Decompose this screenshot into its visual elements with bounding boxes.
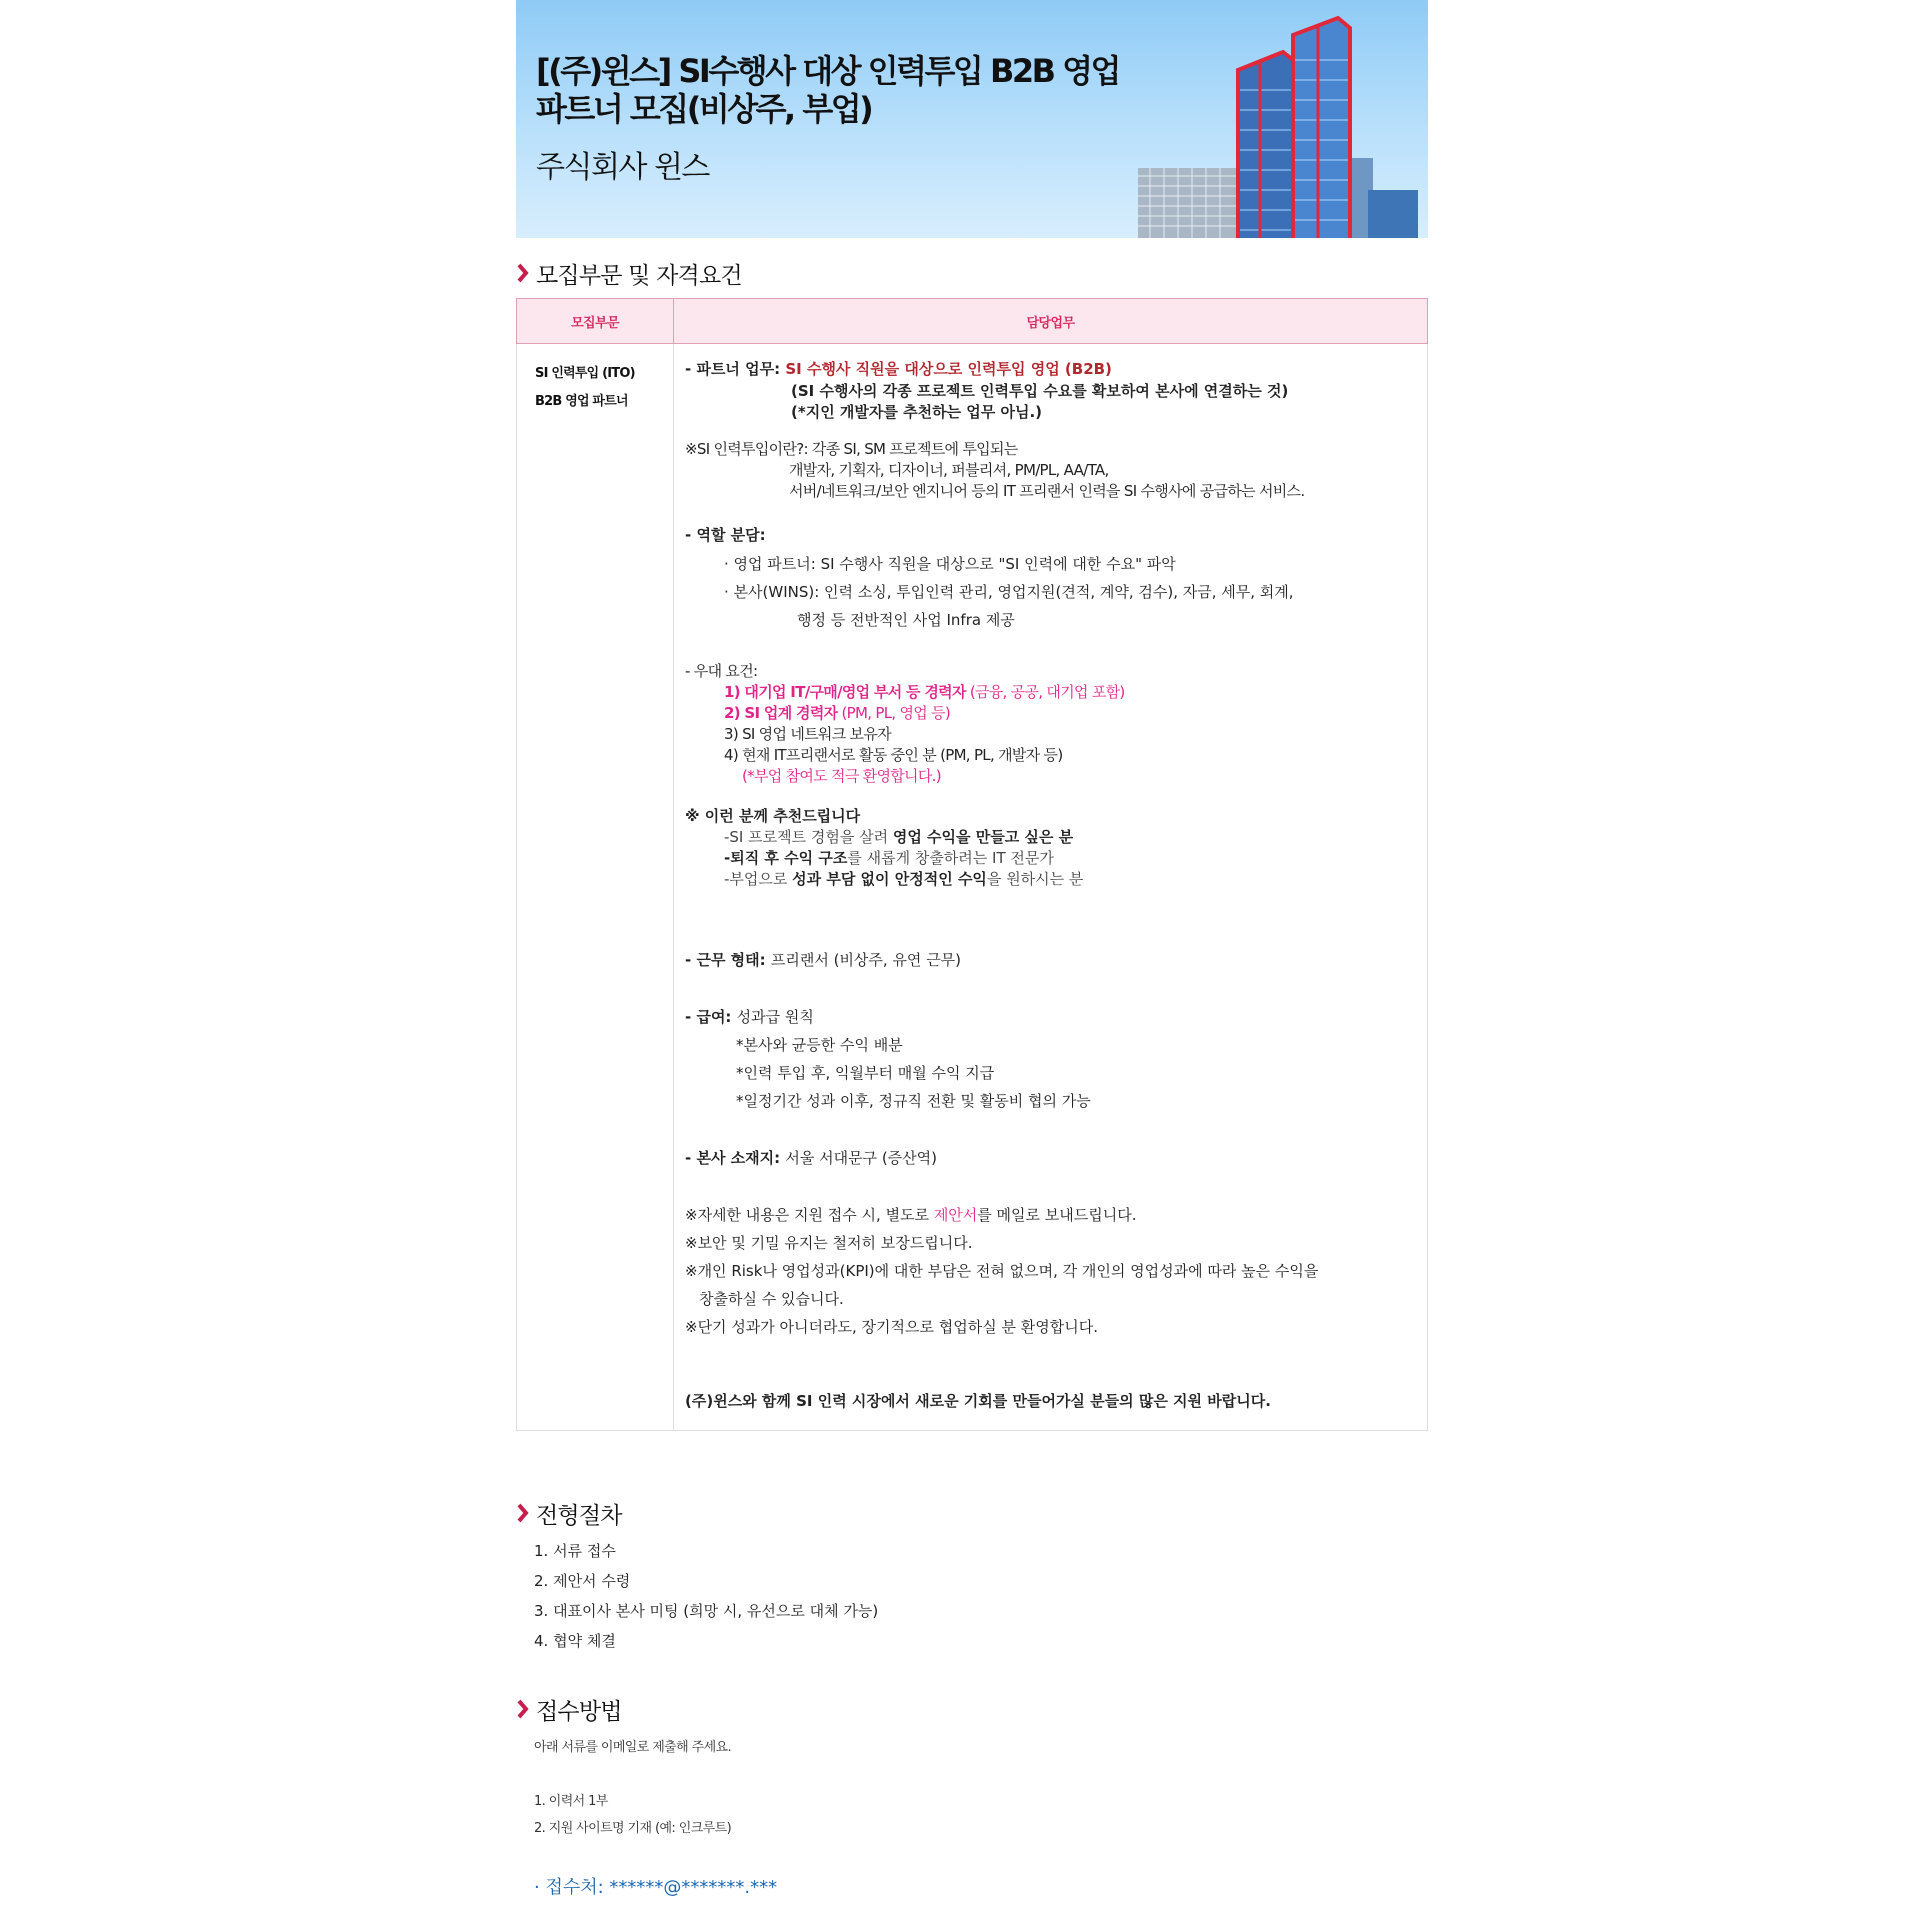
recommend-item3: -부업으로 성과 부담 없이 안정적인 수익을 원하시는 분 — [724, 870, 1084, 888]
header-dept: 모집부문 — [517, 299, 674, 344]
pref-item1: 1) 대기업 IT/구매/영업 부서 등 경력자 (금융, 공공, 대기업 포함) — [724, 683, 1125, 701]
salary-item1: *본사와 균등한 수익 배분 — [736, 1036, 903, 1054]
partner-duty-line2: (SI 수행사의 각종 프로젝트 인력투입 수요를 확보하여 본사에 연결하는 것) — [791, 382, 1289, 400]
application-doc2: 2. 지원 사이트명 기재 (예: 인크루트) — [534, 1821, 732, 1836]
section-title-requirements: 모집부문 및 자격요건 — [516, 258, 742, 288]
requirements-table — [516, 298, 1428, 1431]
chevron-right-icon — [516, 262, 530, 284]
pref-item2: 2) SI 업계 경력자 (PM, PL, 영업 등) — [724, 704, 951, 722]
partner-duty-line: - 파트너 업무: SI 수행사 직원을 대상으로 인력투입 영업 (B2B) — [685, 360, 1112, 378]
pref-title: - 우대 요건: — [685, 662, 758, 680]
process-step: 4. 협약 체결 — [534, 1632, 616, 1650]
salary-item2: *인력 투입 후, 익월부터 매월 수익 지급 — [736, 1064, 995, 1082]
note-line2: ※보안 및 기밀 유지는 철저히 보장드립니다. — [685, 1234, 973, 1252]
role-line1: · 영업 파트너: SI 수행사 직원을 대상으로 "SI 인력에 대한 수요" 파악 — [724, 555, 1176, 573]
section-title-application: 접수방법 — [516, 1694, 622, 1724]
role-title: - 역할 분담: — [685, 526, 766, 544]
role-line3: 행정 등 전반적인 사업 Infra 제공 — [797, 611, 1015, 629]
note-line3b: 창출하실 수 있습니다. — [699, 1290, 844, 1308]
dept-line1: SI 인력투입 (ITO) — [535, 366, 635, 381]
process-step: 1. 서류 접수 — [534, 1542, 616, 1560]
application-intro: 아래 서류를 이메일로 제출해 주세요. — [534, 1740, 732, 1755]
dept-line2: B2B 영업 파트너 — [535, 394, 628, 409]
salary-item3: *일정기간 성과 이후, 정규직 전환 및 활동비 협의 가능 — [736, 1092, 1091, 1110]
contact-email-link[interactable]: · 접수처: ******@*******.*** — [534, 1877, 778, 1898]
recommend-title: ※ 이런 분께 추천드립니다 — [685, 807, 861, 825]
page-content — [516, 0, 1428, 1898]
process-step: 3. 대표이사 본사 미팅 (희망 시, 유선으로 대체 가능) — [534, 1602, 879, 1620]
note-line1: ※자세한 내용은 지원 접수 시, 별도로 제안서를 메일로 보내드립니다. — [685, 1206, 1137, 1224]
pref-note: (*부업 참여도 적극 환영합니다.) — [742, 767, 941, 785]
skyscraper-illustration — [1088, 0, 1428, 238]
chevron-right-icon — [516, 1502, 530, 1524]
dept-cell — [517, 344, 674, 1431]
chevron-right-icon — [516, 1698, 530, 1720]
salary-line: - 급여: 성과급 원칙 — [685, 1008, 814, 1026]
partner-duty-line3: (*지인 개발자를 추천하는 업무 아님.) — [791, 403, 1043, 421]
table-row — [517, 344, 1428, 1431]
si-definition-line2: 개발자, 기획자, 디자이너, 퍼블리셔, PM/PL, AA/TA, — [789, 461, 1109, 479]
pref-item4: 4) 현재 IT프리랜서로 활동 중인 분 (PM, PL, 개발자 등) — [724, 746, 1063, 764]
role-line2: · 본사(WINS): 인력 소싱, 투입인력 관리, 영업지원(견적, 계약, 검수), 자금, 세무, 회계, — [724, 583, 1294, 601]
banner-title-line2: 파트너 모집(비상주, 부업) — [536, 90, 872, 128]
duty-cell — [674, 344, 1428, 1431]
recommend-item1: -SI 프로젝트 경험을 살려 영업 수익을 만들고 싶은 분 — [724, 828, 1074, 846]
banner-title-line1: [(주)윈스] SI수행사 대상 인력투입 B2B 영업 — [536, 52, 1119, 90]
application-doc1: 1. 이력서 1부 — [534, 1794, 608, 1809]
pref-item3: 3) SI 영업 네트워크 보유자 — [724, 725, 891, 743]
recommend-item2: -퇴직 후 수익 구조를 새롭게 창출하려는 IT 전문가 — [724, 849, 1054, 867]
section-title-process: 전형절차 — [516, 1498, 622, 1528]
process-step: 2. 제안서 수령 — [534, 1572, 631, 1590]
header-duty: 담당업무 — [674, 299, 1428, 344]
si-definition-line3: 서버/네트워크/보안 엔지니어 등의 IT 프리랜서 인력을 SI 수행사에 공급하는 서비스. — [789, 482, 1305, 500]
note-line3: ※개인 Risk나 영업성과(KPI)에 대한 부담은 전혀 없으며, 각 개인의 영업성과에 따라 높은 수익을 — [685, 1262, 1319, 1280]
note-line4: ※단기 성과가 아니더라도, 장기적으로 협업하실 분 환영합니다. — [685, 1318, 1098, 1336]
job-banner — [516, 0, 1428, 238]
si-definition-line1: ※SI 인력투입이란?: 각종 SI, SM 프로젝트에 투입되는 — [685, 440, 1018, 458]
work-type-line: - 근무 형태: 프리랜서 (비상주, 유연 근무) — [685, 951, 962, 969]
hq-location-line: - 본사 소재지: 서울 서대문구 (증산역) — [685, 1149, 937, 1167]
closing-message: (주)윈스와 함께 SI 인력 시장에서 새로운 기회를 만들어가실 분들의 많은 지원 바랍니다. — [685, 1392, 1271, 1410]
table-header-row — [517, 299, 1428, 344]
banner-company-name: 주식회사 윈스 — [536, 150, 709, 185]
